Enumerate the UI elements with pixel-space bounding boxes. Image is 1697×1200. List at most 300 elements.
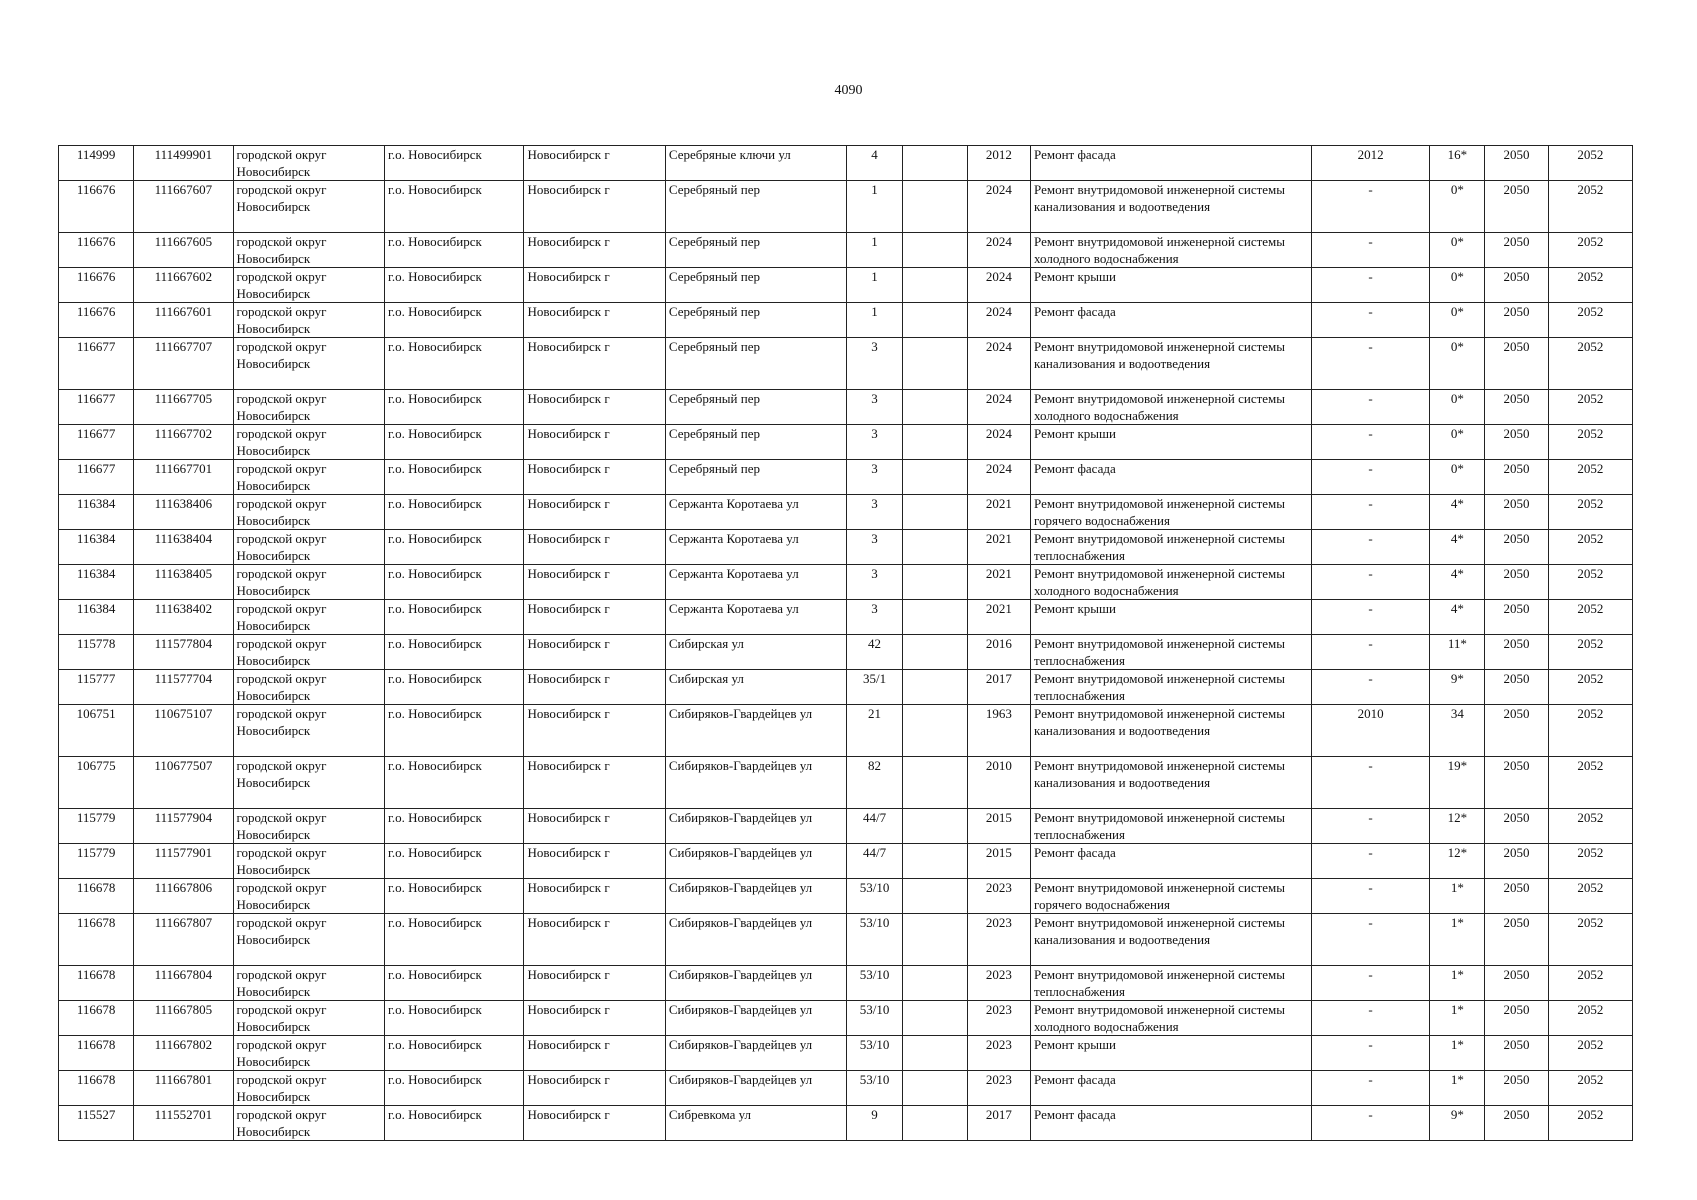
- street-cell: Сибиряков-Гвардейцев ул: [665, 1001, 847, 1036]
- work-code-cell: 111667806: [134, 879, 233, 914]
- table-row: [59, 879, 1633, 914]
- house-id-cell: 115779: [59, 809, 134, 844]
- settlement-cell: Новосибирск г: [524, 809, 665, 844]
- plan-to-cell: 2052: [1548, 565, 1632, 600]
- year-built-cell: 2024: [967, 338, 1030, 390]
- street-cell: Сибревкома ул: [665, 1106, 847, 1141]
- settlement-cell: Новосибирск г: [524, 914, 665, 966]
- building-cell: [902, 233, 967, 268]
- table-row: [59, 705, 1633, 757]
- municipality-cell: городской округ Новосибирск: [233, 1071, 384, 1106]
- district-cell: г.о. Новосибирск: [385, 268, 524, 303]
- year-built-cell: 2023: [967, 966, 1030, 1001]
- plan-from-cell: 2050: [1485, 1106, 1548, 1141]
- work-code-cell: 111667602: [134, 268, 233, 303]
- settlement-cell: Новосибирск г: [524, 1071, 665, 1106]
- house-number-cell: 42: [847, 635, 902, 670]
- work-type-cell: Ремонт крыши: [1031, 600, 1312, 635]
- municipality-cell: городской округ Новосибирск: [233, 181, 384, 233]
- wear-cell: 0*: [1430, 181, 1485, 233]
- table-row: [59, 390, 1633, 425]
- plan-from-cell: 2050: [1485, 303, 1548, 338]
- plan-from-cell: 2050: [1485, 268, 1548, 303]
- settlement-cell: Новосибирск г: [524, 1106, 665, 1141]
- house-number-cell: 9: [847, 1106, 902, 1141]
- settlement-cell: Новосибирск г: [524, 844, 665, 879]
- settlement-cell: Новосибирск г: [524, 635, 665, 670]
- municipality-cell: городской округ Новосибирск: [233, 844, 384, 879]
- last-repair-cell: -: [1311, 460, 1429, 495]
- work-code-cell: 111638402: [134, 600, 233, 635]
- house-id-cell: 116678: [59, 914, 134, 966]
- street-cell: Сибиряков-Гвардейцев ул: [665, 966, 847, 1001]
- work-code-cell: 111667607: [134, 181, 233, 233]
- building-cell: [902, 338, 967, 390]
- year-built-cell: 2017: [967, 670, 1030, 705]
- house-id-cell: 115527: [59, 1106, 134, 1141]
- work-code-cell: 111667601: [134, 303, 233, 338]
- work-code-cell: 111667605: [134, 233, 233, 268]
- work-type-cell: Ремонт внутридомовой инженерной системы холодного водоснабжения: [1031, 565, 1312, 600]
- plan-to-cell: 2052: [1548, 233, 1632, 268]
- table-row: [59, 565, 1633, 600]
- work-code-cell: 110675107: [134, 705, 233, 757]
- street-cell: Сибиряков-Гвардейцев ул: [665, 757, 847, 809]
- district-cell: г.о. Новосибирск: [385, 530, 524, 565]
- house-id-cell: 116384: [59, 530, 134, 565]
- plan-from-cell: 2050: [1485, 425, 1548, 460]
- work-type-cell: Ремонт внутридомовой инженерной системы теплоснабжения: [1031, 530, 1312, 565]
- work-code-cell: 111499901: [134, 146, 233, 181]
- district-cell: г.о. Новосибирск: [385, 390, 524, 425]
- district-cell: г.о. Новосибирск: [385, 635, 524, 670]
- table-row: [59, 233, 1633, 268]
- table-row: [59, 809, 1633, 844]
- wear-cell: 0*: [1430, 425, 1485, 460]
- year-built-cell: 2015: [967, 809, 1030, 844]
- plan-to-cell: 2052: [1548, 390, 1632, 425]
- house-number-cell: 3: [847, 390, 902, 425]
- table-row: [59, 1071, 1633, 1106]
- last-repair-cell: -: [1311, 338, 1429, 390]
- municipality-cell: городской округ Новосибирск: [233, 530, 384, 565]
- house-id-cell: 116677: [59, 390, 134, 425]
- work-type-cell: Ремонт внутридомовой инженерной системы канализования и водоотведения: [1031, 338, 1312, 390]
- plan-to-cell: 2052: [1548, 757, 1632, 809]
- year-built-cell: 2024: [967, 390, 1030, 425]
- last-repair-cell: 2010: [1311, 705, 1429, 757]
- district-cell: г.о. Новосибирск: [385, 338, 524, 390]
- last-repair-cell: -: [1311, 1036, 1429, 1071]
- settlement-cell: Новосибирск г: [524, 268, 665, 303]
- year-built-cell: 2016: [967, 635, 1030, 670]
- work-code-cell: 111667705: [134, 390, 233, 425]
- district-cell: г.о. Новосибирск: [385, 670, 524, 705]
- plan-from-cell: 2050: [1485, 233, 1548, 268]
- wear-cell: 4*: [1430, 530, 1485, 565]
- year-built-cell: 2024: [967, 425, 1030, 460]
- house-number-cell: 21: [847, 705, 902, 757]
- street-cell: Сибиряков-Гвардейцев ул: [665, 809, 847, 844]
- work-code-cell: 111577804: [134, 635, 233, 670]
- district-cell: г.о. Новосибирск: [385, 705, 524, 757]
- table-row: [59, 1001, 1633, 1036]
- wear-cell: 1*: [1430, 1036, 1485, 1071]
- wear-cell: 16*: [1430, 146, 1485, 181]
- plan-to-cell: 2052: [1548, 1071, 1632, 1106]
- district-cell: г.о. Новосибирск: [385, 809, 524, 844]
- work-code-cell: 111667802: [134, 1036, 233, 1071]
- municipality-cell: городской округ Новосибирск: [233, 565, 384, 600]
- building-cell: [902, 966, 967, 1001]
- plan-from-cell: 2050: [1485, 705, 1548, 757]
- building-cell: [902, 1071, 967, 1106]
- district-cell: г.о. Новосибирск: [385, 425, 524, 460]
- work-type-cell: Ремонт внутридомовой инженерной системы горячего водоснабжения: [1031, 495, 1312, 530]
- work-type-cell: Ремонт внутридомовой инженерной системы канализования и водоотведения: [1031, 757, 1312, 809]
- street-cell: Серебряный пер: [665, 303, 847, 338]
- municipality-cell: городской округ Новосибирск: [233, 390, 384, 425]
- municipality-cell: городской округ Новосибирск: [233, 268, 384, 303]
- building-cell: [902, 757, 967, 809]
- district-cell: г.о. Новосибирск: [385, 1001, 524, 1036]
- work-type-cell: Ремонт внутридомовой инженерной системы теплоснабжения: [1031, 635, 1312, 670]
- work-type-cell: Ремонт внутридомовой инженерной системы холодного водоснабжения: [1031, 233, 1312, 268]
- municipality-cell: городской округ Новосибирск: [233, 338, 384, 390]
- municipality-cell: городской округ Новосибирск: [233, 233, 384, 268]
- year-built-cell: 2012: [967, 146, 1030, 181]
- work-code-cell: 111638406: [134, 495, 233, 530]
- street-cell: Сержанта Коротаева ул: [665, 495, 847, 530]
- year-built-cell: 1963: [967, 705, 1030, 757]
- district-cell: г.о. Новосибирск: [385, 565, 524, 600]
- wear-cell: 4*: [1430, 565, 1485, 600]
- year-built-cell: 2017: [967, 1106, 1030, 1141]
- street-cell: Серебряные ключи ул: [665, 146, 847, 181]
- settlement-cell: Новосибирск г: [524, 146, 665, 181]
- last-repair-cell: -: [1311, 390, 1429, 425]
- work-code-cell: 111638404: [134, 530, 233, 565]
- work-type-cell: Ремонт внутридомовой инженерной системы теплоснабжения: [1031, 809, 1312, 844]
- house-number-cell: 53/10: [847, 1071, 902, 1106]
- work-code-cell: 111667804: [134, 966, 233, 1001]
- municipality-cell: городской округ Новосибирск: [233, 914, 384, 966]
- municipality-cell: городской округ Новосибирск: [233, 879, 384, 914]
- plan-from-cell: 2050: [1485, 146, 1548, 181]
- year-built-cell: 2021: [967, 495, 1030, 530]
- house-id-cell: 116678: [59, 966, 134, 1001]
- municipality-cell: городской округ Новосибирск: [233, 303, 384, 338]
- street-cell: Серебряный пер: [665, 181, 847, 233]
- building-cell: [902, 879, 967, 914]
- year-built-cell: 2015: [967, 844, 1030, 879]
- table-row: [59, 635, 1633, 670]
- year-built-cell: 2024: [967, 181, 1030, 233]
- building-cell: [902, 460, 967, 495]
- plan-to-cell: 2052: [1548, 268, 1632, 303]
- table-row: [59, 670, 1633, 705]
- building-cell: [902, 670, 967, 705]
- plan-from-cell: 2050: [1485, 635, 1548, 670]
- district-cell: г.о. Новосибирск: [385, 914, 524, 966]
- plan-from-cell: 2050: [1485, 914, 1548, 966]
- wear-cell: 1*: [1430, 1001, 1485, 1036]
- settlement-cell: Новосибирск г: [524, 460, 665, 495]
- year-built-cell: 2021: [967, 565, 1030, 600]
- street-cell: Сибиряков-Гвардейцев ул: [665, 705, 847, 757]
- building-cell: [902, 268, 967, 303]
- last-repair-cell: -: [1311, 1106, 1429, 1141]
- building-cell: [902, 303, 967, 338]
- house-id-cell: 106775: [59, 757, 134, 809]
- plan-to-cell: 2052: [1548, 670, 1632, 705]
- house-id-cell: 116676: [59, 303, 134, 338]
- wear-cell: 0*: [1430, 460, 1485, 495]
- house-id-cell: 116384: [59, 600, 134, 635]
- street-cell: Сибиряков-Гвардейцев ул: [665, 1036, 847, 1071]
- wear-cell: 1*: [1430, 914, 1485, 966]
- work-code-cell: 111638405: [134, 565, 233, 600]
- settlement-cell: Новосибирск г: [524, 670, 665, 705]
- street-cell: Сибирская ул: [665, 670, 847, 705]
- last-repair-cell: -: [1311, 844, 1429, 879]
- municipality-cell: городской округ Новосибирск: [233, 146, 384, 181]
- district-cell: г.о. Новосибирск: [385, 1106, 524, 1141]
- house-id-cell: 116676: [59, 181, 134, 233]
- settlement-cell: Новосибирск г: [524, 879, 665, 914]
- district-cell: г.о. Новосибирск: [385, 757, 524, 809]
- settlement-cell: Новосибирск г: [524, 338, 665, 390]
- work-type-cell: Ремонт внутридомовой инженерной системы теплоснабжения: [1031, 966, 1312, 1001]
- building-cell: [902, 1036, 967, 1071]
- municipality-cell: городской округ Новосибирск: [233, 1106, 384, 1141]
- district-cell: г.о. Новосибирск: [385, 1036, 524, 1071]
- plan-from-cell: 2050: [1485, 1036, 1548, 1071]
- table-row: [59, 338, 1633, 390]
- last-repair-cell: -: [1311, 1001, 1429, 1036]
- street-cell: Сибиряков-Гвардейцев ул: [665, 914, 847, 966]
- building-cell: [902, 390, 967, 425]
- house-number-cell: 53/10: [847, 914, 902, 966]
- plan-from-cell: 2050: [1485, 390, 1548, 425]
- building-cell: [902, 146, 967, 181]
- work-code-cell: 111577704: [134, 670, 233, 705]
- settlement-cell: Новосибирск г: [524, 705, 665, 757]
- year-built-cell: 2024: [967, 268, 1030, 303]
- year-built-cell: 2024: [967, 303, 1030, 338]
- house-number-cell: 1: [847, 268, 902, 303]
- street-cell: Серебряный пер: [665, 268, 847, 303]
- municipality-cell: городской округ Новосибирск: [233, 1036, 384, 1071]
- work-code-cell: 110677507: [134, 757, 233, 809]
- street-cell: Сибиряков-Гвардейцев ул: [665, 844, 847, 879]
- plan-to-cell: 2052: [1548, 1001, 1632, 1036]
- municipality-cell: городской округ Новосибирск: [233, 425, 384, 460]
- work-type-cell: Ремонт крыши: [1031, 268, 1312, 303]
- district-cell: г.о. Новосибирск: [385, 303, 524, 338]
- building-cell: [902, 495, 967, 530]
- plan-to-cell: 2052: [1548, 914, 1632, 966]
- work-type-cell: Ремонт внутридомовой инженерной системы канализования и водоотведения: [1031, 705, 1312, 757]
- district-cell: г.о. Новосибирск: [385, 233, 524, 268]
- municipality-cell: городской округ Новосибирск: [233, 495, 384, 530]
- wear-cell: 34: [1430, 705, 1485, 757]
- work-code-cell: 111667707: [134, 338, 233, 390]
- district-cell: г.о. Новосибирск: [385, 966, 524, 1001]
- district-cell: г.о. Новосибирск: [385, 600, 524, 635]
- street-cell: Сибиряков-Гвардейцев ул: [665, 879, 847, 914]
- year-built-cell: 2024: [967, 460, 1030, 495]
- table-row: [59, 530, 1633, 565]
- last-repair-cell: -: [1311, 600, 1429, 635]
- wear-cell: 4*: [1430, 600, 1485, 635]
- street-cell: Серебряный пер: [665, 425, 847, 460]
- plan-to-cell: 2052: [1548, 879, 1632, 914]
- house-number-cell: 53/10: [847, 966, 902, 1001]
- settlement-cell: Новосибирск г: [524, 1001, 665, 1036]
- wear-cell: 1*: [1430, 966, 1485, 1001]
- last-repair-cell: -: [1311, 635, 1429, 670]
- house-id-cell: 114999: [59, 146, 134, 181]
- house-number-cell: 3: [847, 565, 902, 600]
- municipality-cell: городской округ Новосибирск: [233, 460, 384, 495]
- house-number-cell: 44/7: [847, 844, 902, 879]
- municipality-cell: городской округ Новосибирск: [233, 966, 384, 1001]
- municipality-cell: городской округ Новосибирск: [233, 757, 384, 809]
- table-row: [59, 146, 1633, 181]
- plan-to-cell: 2052: [1548, 600, 1632, 635]
- street-cell: Сержанта Коротаева ул: [665, 530, 847, 565]
- building-cell: [902, 181, 967, 233]
- wear-cell: 0*: [1430, 268, 1485, 303]
- street-cell: Серебряный пер: [665, 233, 847, 268]
- year-built-cell: 2010: [967, 757, 1030, 809]
- last-repair-cell: -: [1311, 495, 1429, 530]
- wear-cell: 0*: [1430, 303, 1485, 338]
- work-code-cell: 111667807: [134, 914, 233, 966]
- district-cell: г.о. Новосибирск: [385, 1071, 524, 1106]
- municipality-cell: городской округ Новосибирск: [233, 600, 384, 635]
- municipality-cell: городской округ Новосибирск: [233, 809, 384, 844]
- house-number-cell: 53/10: [847, 1001, 902, 1036]
- plan-from-cell: 2050: [1485, 338, 1548, 390]
- work-type-cell: Ремонт фасада: [1031, 1106, 1312, 1141]
- last-repair-cell: -: [1311, 233, 1429, 268]
- house-id-cell: 116677: [59, 425, 134, 460]
- plan-from-cell: 2050: [1485, 495, 1548, 530]
- plan-from-cell: 2050: [1485, 879, 1548, 914]
- house-id-cell: 116384: [59, 565, 134, 600]
- wear-cell: 1*: [1430, 879, 1485, 914]
- last-repair-cell: -: [1311, 425, 1429, 460]
- district-cell: г.о. Новосибирск: [385, 844, 524, 879]
- last-repair-cell: -: [1311, 1071, 1429, 1106]
- year-built-cell: 2023: [967, 1036, 1030, 1071]
- settlement-cell: Новосибирск г: [524, 233, 665, 268]
- plan-to-cell: 2052: [1548, 844, 1632, 879]
- building-cell: [902, 530, 967, 565]
- house-id-cell: 116676: [59, 233, 134, 268]
- plan-to-cell: 2052: [1548, 1106, 1632, 1141]
- work-code-cell: 111667702: [134, 425, 233, 460]
- table-row: [59, 303, 1633, 338]
- work-code-cell: 111552701: [134, 1106, 233, 1141]
- work-type-cell: Ремонт фасада: [1031, 844, 1312, 879]
- last-repair-cell: -: [1311, 757, 1429, 809]
- work-type-cell: Ремонт крыши: [1031, 1036, 1312, 1071]
- street-cell: Сибиряков-Гвардейцев ул: [665, 1071, 847, 1106]
- house-number-cell: 3: [847, 460, 902, 495]
- house-id-cell: 116678: [59, 1071, 134, 1106]
- work-type-cell: Ремонт фасада: [1031, 303, 1312, 338]
- house-number-cell: 3: [847, 338, 902, 390]
- work-type-cell: Ремонт внутридомовой инженерной системы теплоснабжения: [1031, 670, 1312, 705]
- house-id-cell: 116678: [59, 1036, 134, 1071]
- plan-to-cell: 2052: [1548, 966, 1632, 1001]
- house-number-cell: 3: [847, 530, 902, 565]
- settlement-cell: Новосибирск г: [524, 181, 665, 233]
- settlement-cell: Новосибирск г: [524, 303, 665, 338]
- work-code-cell: 111667801: [134, 1071, 233, 1106]
- house-number-cell: 53/10: [847, 1036, 902, 1071]
- work-type-cell: Ремонт внутридомовой инженерной системы канализования и водоотведения: [1031, 914, 1312, 966]
- settlement-cell: Новосибирск г: [524, 530, 665, 565]
- building-cell: [902, 1001, 967, 1036]
- last-repair-cell: -: [1311, 530, 1429, 565]
- house-id-cell: 115779: [59, 844, 134, 879]
- settlement-cell: Новосибирск г: [524, 495, 665, 530]
- table-row: [59, 966, 1633, 1001]
- plan-to-cell: 2052: [1548, 303, 1632, 338]
- work-type-cell: Ремонт внутридомовой инженерной системы канализования и водоотведения: [1031, 181, 1312, 233]
- plan-to-cell: 2052: [1548, 530, 1632, 565]
- house-number-cell: 1: [847, 233, 902, 268]
- last-repair-cell: -: [1311, 268, 1429, 303]
- wear-cell: 9*: [1430, 1106, 1485, 1141]
- year-built-cell: 2024: [967, 233, 1030, 268]
- settlement-cell: Новосибирск г: [524, 1036, 665, 1071]
- house-number-cell: 4: [847, 146, 902, 181]
- table-row: [59, 1036, 1633, 1071]
- building-cell: [902, 1106, 967, 1141]
- table-row: [59, 460, 1633, 495]
- house-id-cell: 106751: [59, 705, 134, 757]
- house-id-cell: 116678: [59, 879, 134, 914]
- repair-register-table: [58, 145, 1633, 1141]
- plan-from-cell: 2050: [1485, 670, 1548, 705]
- house-number-cell: 44/7: [847, 809, 902, 844]
- street-cell: Сержанта Коротаева ул: [665, 600, 847, 635]
- table-row: [59, 914, 1633, 966]
- street-cell: Серебряный пер: [665, 390, 847, 425]
- settlement-cell: Новосибирск г: [524, 565, 665, 600]
- work-type-cell: Ремонт фасада: [1031, 146, 1312, 181]
- settlement-cell: Новосибирск г: [524, 757, 665, 809]
- table-row: [59, 1106, 1633, 1141]
- plan-to-cell: 2052: [1548, 181, 1632, 233]
- settlement-cell: Новосибирск г: [524, 600, 665, 635]
- house-number-cell: 3: [847, 600, 902, 635]
- plan-from-cell: 2050: [1485, 600, 1548, 635]
- district-cell: г.о. Новосибирск: [385, 495, 524, 530]
- year-built-cell: 2023: [967, 914, 1030, 966]
- building-cell: [902, 914, 967, 966]
- settlement-cell: Новосибирск г: [524, 966, 665, 1001]
- table-row: [59, 844, 1633, 879]
- work-type-cell: Ремонт фасада: [1031, 1071, 1312, 1106]
- house-number-cell: 3: [847, 425, 902, 460]
- work-type-cell: Ремонт крыши: [1031, 425, 1312, 460]
